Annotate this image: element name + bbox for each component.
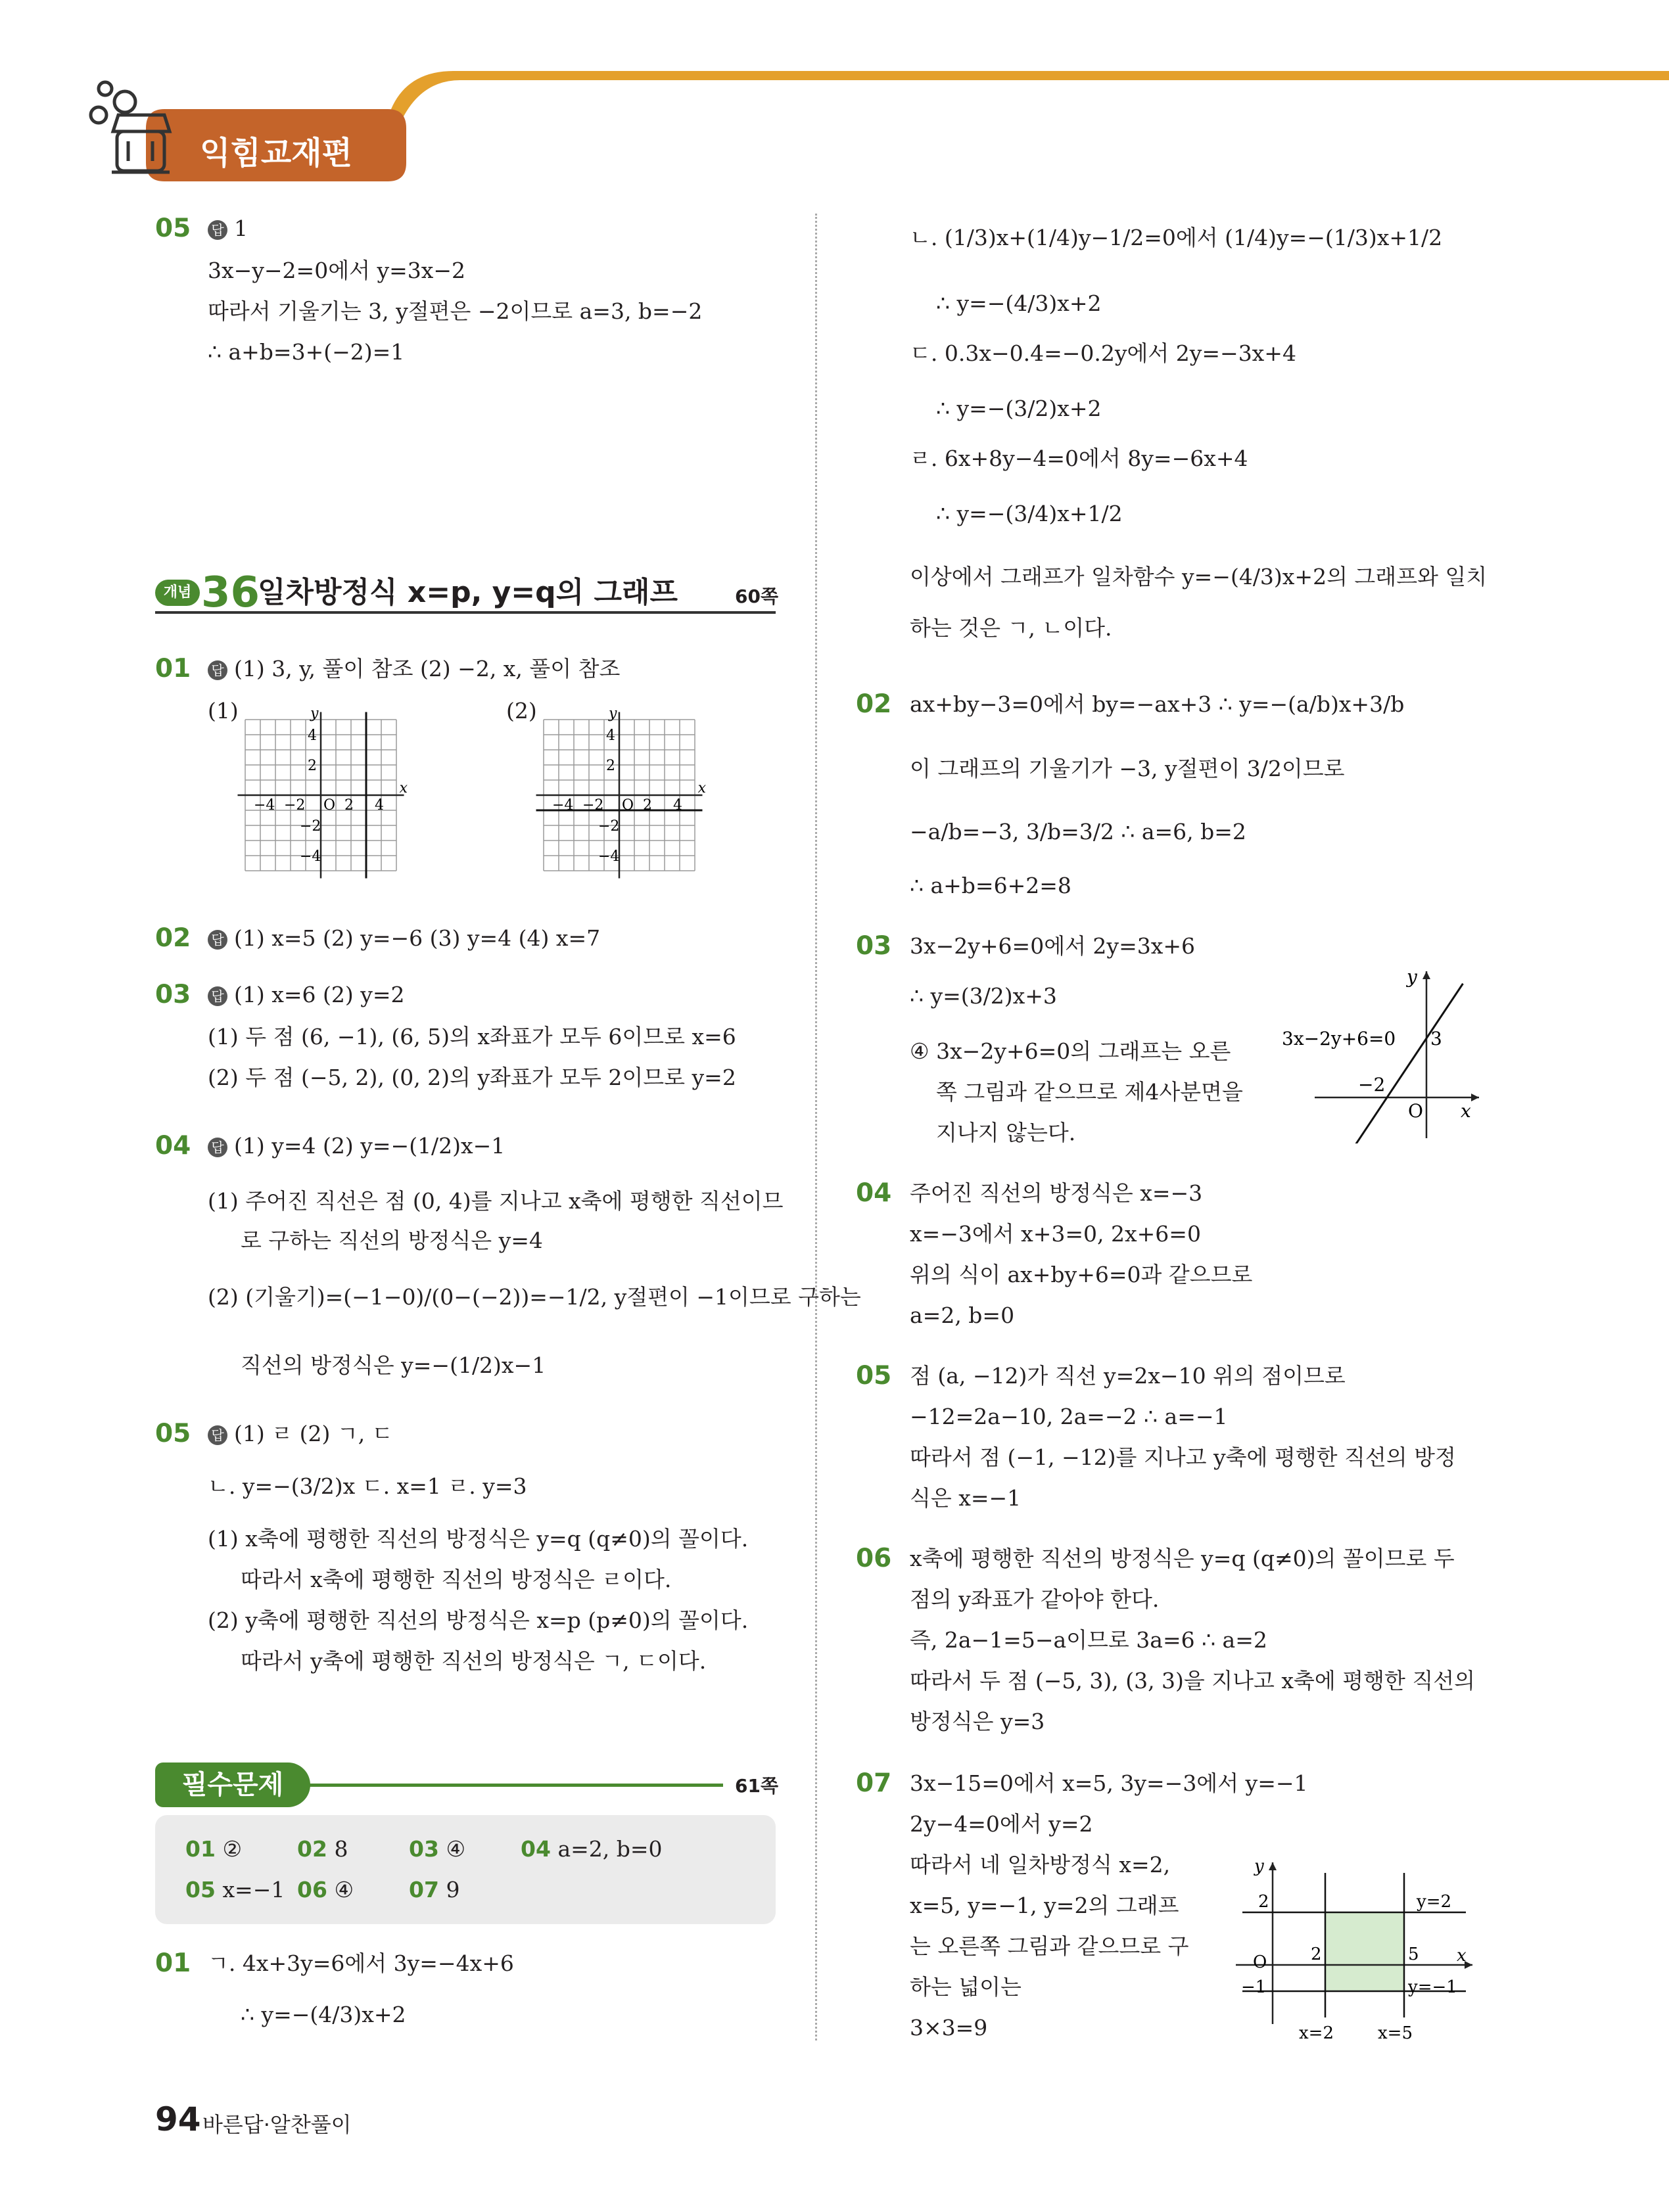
axis-label-x: x: [1461, 1100, 1471, 1122]
problem-number: 01: [155, 654, 191, 683]
shaded-region: [1325, 1912, 1404, 1991]
graph-x-equals-minus-2: [535, 697, 732, 894]
tick-5: 5: [1408, 1945, 1419, 1964]
solution-line: 따라서 기울기는 3, y절편은 −2이므로 a=3, b=−2: [208, 298, 703, 324]
graph-line-3x-2y-6: [1282, 966, 1486, 1143]
answer-icon: 답: [208, 930, 227, 950]
essential-title: 필수문제: [181, 1770, 284, 1800]
problem-number: 04: [155, 1131, 191, 1161]
y-axis-arrow: [1422, 971, 1430, 979]
solution-line: 방정식은 y=3: [910, 1709, 1045, 1734]
problem-number: 05: [155, 1419, 191, 1448]
axis-label-x: x: [1457, 1946, 1467, 1966]
concept-tag: 개념: [155, 580, 200, 606]
page-number: 94: [155, 2100, 201, 2138]
tick-label-x: 4: [375, 797, 384, 814]
answer-line: 답 (1) 3, y, 풀이 참조 (2) −2, x, 풀이 참조: [208, 655, 620, 683]
problem-number: 06: [856, 1544, 892, 1573]
solution-line: ∴ y=−(3/4)x+1/2: [936, 501, 1123, 526]
tick-label-x: −2: [284, 797, 306, 814]
solution-line: 이상에서 그래프가 일차함수 y=−(4/3)x+2의 그래프와 일치: [910, 564, 1488, 589]
x-intercept-label: −2: [1358, 1074, 1386, 1095]
label-x-5: x=5: [1378, 2023, 1413, 2043]
answer-item: 03 ④: [409, 1836, 466, 1862]
y-axis-arrow: [1269, 1862, 1277, 1870]
solution-line: (2) 두 점 (−5, 2), (0, 2)의 y좌표가 모두 2이므로 y=2: [208, 1065, 736, 1090]
label-y-2: y=2: [1417, 1892, 1452, 1912]
graph-label: (1): [208, 698, 239, 724]
solution-line: 위의 식이 ax+by+6=0과 같으므로: [910, 1262, 1253, 1287]
answer-icon: 답: [208, 986, 227, 1006]
solution-line: 3×3=9: [910, 2015, 988, 2040]
section-page: 60쪽: [735, 586, 779, 607]
problem-number: 03: [155, 980, 191, 1009]
solution-line: 3x−15=0에서 x=5, 3y=−3에서 y=−1: [910, 1770, 1308, 1796]
solution-line: 즉, 2a−1=5−a이므로 3a=6 ∴ a=2: [910, 1627, 1267, 1653]
problem-number: 05: [856, 1361, 892, 1391]
tick-label-x: O: [622, 797, 634, 814]
solution-line: 2y−4=0에서 y=2: [910, 1811, 1093, 1837]
tick-label-y: −2: [598, 818, 620, 835]
solution-line: ㄴ. y=−(3/2)x ㄷ. x=1 ㄹ. y=3: [208, 1473, 527, 1499]
answer-item: 04 a=2, b=0: [521, 1836, 663, 1862]
axis-label-y: y: [1254, 1856, 1264, 1876]
graph-y-equals-3: [237, 697, 434, 894]
solution-line: 식은 x=−1: [910, 1485, 1022, 1511]
tick-y-2: 2: [1258, 1892, 1269, 1912]
answer-icon: 답: [208, 220, 227, 240]
solution-line: ∴ y=−(4/3)x+2: [936, 290, 1102, 316]
answer-line: 답 (1) x=6 (2) y=2: [208, 980, 405, 1009]
tick-label-y: 2: [606, 758, 615, 774]
origin-label: O: [1408, 1100, 1423, 1122]
section-rule: [155, 611, 776, 614]
tick-label-y: −2: [300, 818, 321, 835]
solution-line: ㄴ. (1/3)x+(1/4)y−1/2=0에서 (1/4)y=−(1/3)x+1/2: [910, 225, 1443, 250]
problem-number: 05: [155, 214, 191, 243]
answer-line: 답 (1) y=4 (2) y=−(1/2)x−1: [208, 1132, 505, 1161]
solution-line: ④ 3x−2y+6=0의 그래프는 오른: [910, 1038, 1231, 1064]
answer-line: 답 (1) ㄹ (2) ㄱ, ㄷ: [208, 1419, 393, 1448]
solution-line: x=5, y=−1, y=2의 그래프: [910, 1893, 1179, 1918]
problem-number: 01: [155, 1948, 191, 1978]
section-number: 36: [201, 568, 260, 617]
answer-item: 07 9: [409, 1877, 460, 1902]
y-intercept-label: 3: [1430, 1028, 1442, 1049]
tick-label-x: 2: [643, 797, 652, 814]
x-axis-arrow: [1471, 1094, 1479, 1101]
solution-line: 따라서 y축에 평행한 직선의 방정식은 ㄱ, ㄷ이다.: [241, 1648, 707, 1674]
solution-line: 하는 것은 ㄱ, ㄴ이다.: [910, 615, 1112, 641]
tick-2: 2: [1311, 1945, 1322, 1964]
solution-line: 따라서 네 일차방정식 x=2,: [910, 1852, 1171, 1878]
tick-label-y: 4: [308, 727, 317, 744]
graph-rectangle-area: [1229, 1853, 1479, 2044]
solution-line: ∴ y=−(3/2)x+2: [936, 396, 1102, 421]
solution-line: 점 (a, −12)가 직선 y=2x−10 위의 점이므로: [910, 1363, 1346, 1389]
answer-item: 02 8: [297, 1836, 348, 1862]
essential-page: 61쪽: [735, 1775, 779, 1797]
axis-label-x: x: [399, 780, 408, 796]
axis-label-y: y: [310, 705, 319, 722]
header-badge: 익힘교재편: [200, 135, 352, 172]
graph-line: [1348, 984, 1463, 1143]
solution-line: (1) x축에 평행한 직선의 방정식은 y=q (q≠0)의 꼴이다.: [208, 1526, 749, 1552]
column-separator: [815, 214, 817, 2040]
solution-line: 지나지 않는다.: [936, 1120, 1076, 1145]
problem-number: 02: [856, 689, 892, 719]
solution-line: 3x−2y+6=0에서 2y=3x+6: [910, 933, 1195, 959]
tick-y-minus-1: −1: [1241, 1977, 1267, 1997]
origin-label: O: [1253, 1952, 1267, 1972]
solution-line: (1) 주어진 직선은 점 (0, 4)를 지나고 x축에 평행한 직선이므: [208, 1188, 784, 1214]
solution-line: ∴ y=−(4/3)x+2: [241, 2002, 406, 2027]
tick-label-y: −4: [300, 848, 321, 865]
axis-label-x: x: [697, 780, 707, 796]
solution-line: 는 오른쪽 그림과 같으므로 구: [910, 1933, 1189, 1959]
answer-icon: 답: [208, 1138, 227, 1157]
tick-label-x: −4: [552, 797, 574, 814]
tick-label-y: 4: [606, 727, 615, 744]
solution-line: 주어진 직선의 방정식은 x=−3: [910, 1180, 1203, 1206]
solution-line: 따라서 두 점 (−5, 3), (3, 3)을 지나고 x축에 평행한 직선의: [910, 1668, 1476, 1694]
solution-line: 따라서 x축에 평행한 직선의 방정식은 ㄹ이다.: [241, 1567, 672, 1592]
footer-book-title: 바른답·알찬풀이: [202, 2112, 352, 2137]
tick-label-x: −2: [582, 797, 604, 814]
tick-label-y: 2: [308, 758, 317, 774]
solution-line: 하는 넓이는: [910, 1974, 1022, 2000]
tick-label-x: −4: [254, 797, 275, 814]
answer-item: 06 ④: [297, 1877, 354, 1902]
equation-label: 3x−2y+6=0: [1282, 1028, 1396, 1049]
solution-line: 따라서 점 (−1, −12)를 지나고 y축에 평행한 직선의 방정: [910, 1444, 1456, 1470]
tick-label-y: −4: [598, 848, 620, 865]
solution-line: (1) 두 점 (6, −1), (6, 5)의 x좌표가 모두 6이므로 x=6: [208, 1024, 736, 1049]
problem-number: 03: [856, 931, 892, 961]
label-x-2: x=2: [1299, 2023, 1334, 2043]
solution-line: 쪽 그림과 같으므로 제4사분면을: [936, 1079, 1243, 1105]
solution-line: ㄷ. 0.3x−0.4=−0.2y에서 2y=−3x+4: [910, 340, 1296, 366]
answer-line: 답 (1) x=5 (2) y=−6 (3) y=4 (4) x=7: [208, 924, 600, 953]
solution-line: ㄹ. 6x+8y−4=0에서 8y=−6x+4: [910, 446, 1248, 471]
answer-box: [155, 1815, 776, 1924]
solution-line: −a/b=−3, 3/b=3/2 ∴ a=6, b=2: [910, 819, 1246, 844]
solution-line: 로 구하는 직선의 방정식은 y=4: [241, 1228, 543, 1253]
answer-item: 01 ②: [185, 1836, 243, 1862]
tick-label-x: 2: [344, 797, 354, 814]
solution-line: ㄱ. 4x+3y=6에서 3y=−4x+6: [208, 1950, 514, 1976]
solution-line: 직선의 방정식은 y=−(1/2)x−1: [241, 1352, 546, 1378]
axis-label-y: y: [1407, 966, 1417, 988]
solution-line: ∴ a+b=3+(−2)=1: [208, 339, 405, 365]
problem-number: 02: [155, 923, 191, 953]
answer-item: 05 x=−1: [185, 1877, 285, 1902]
answer-icon: 답: [208, 660, 227, 680]
solution-line: 이 그래프의 기울기가 −3, y절편이 3/2이므로: [910, 756, 1345, 781]
solution-line: ∴ y=(3/2)x+3: [910, 983, 1057, 1009]
solution-line: ∴ a+b=6+2=8: [910, 873, 1071, 898]
problem-number: 04: [856, 1178, 892, 1208]
solution-line: (2) y축에 평행한 직선의 방정식은 x=p (p≠0)의 꼴이다.: [208, 1607, 749, 1633]
solution-line: x축에 평행한 직선의 방정식은 y=q (q≠0)의 꼴이므로 두: [910, 1546, 1455, 1571]
graph-label: (2): [506, 698, 537, 724]
solution-line: ax+by−3=0에서 by=−ax+3 ∴ y=−(a/b)x+3/b: [910, 691, 1405, 717]
problem-number: 07: [856, 1768, 892, 1798]
axis-label-y: y: [609, 705, 617, 722]
label-y-minus-1: y=−1: [1408, 1977, 1457, 1997]
solution-line: 점의 y좌표가 같아야 한다.: [910, 1586, 1160, 1612]
solution-line: a=2, b=0: [910, 1302, 1015, 1328]
answer-icon: 답: [208, 1425, 227, 1445]
solution-line: x=−3에서 x+3=0, 2x+6=0: [910, 1221, 1201, 1247]
solution-line: −12=2a−10, 2a=−2 ∴ a=−1: [910, 1404, 1228, 1429]
tick-label-x: O: [323, 797, 336, 814]
tick-label-x: 4: [673, 797, 682, 814]
solution-line: 3x−y−2=0에서 y=3x−2: [208, 258, 465, 283]
solution-line: (2) (기울기)=(−1−0)/(0−(−2))=−1/2, y절편이 −1이므로 구하는: [208, 1284, 861, 1310]
essential-rule: [309, 1784, 723, 1787]
answer-line: 답 1: [208, 214, 248, 243]
section-title: 일차방정식 x=p, y=q의 그래프: [258, 576, 678, 609]
